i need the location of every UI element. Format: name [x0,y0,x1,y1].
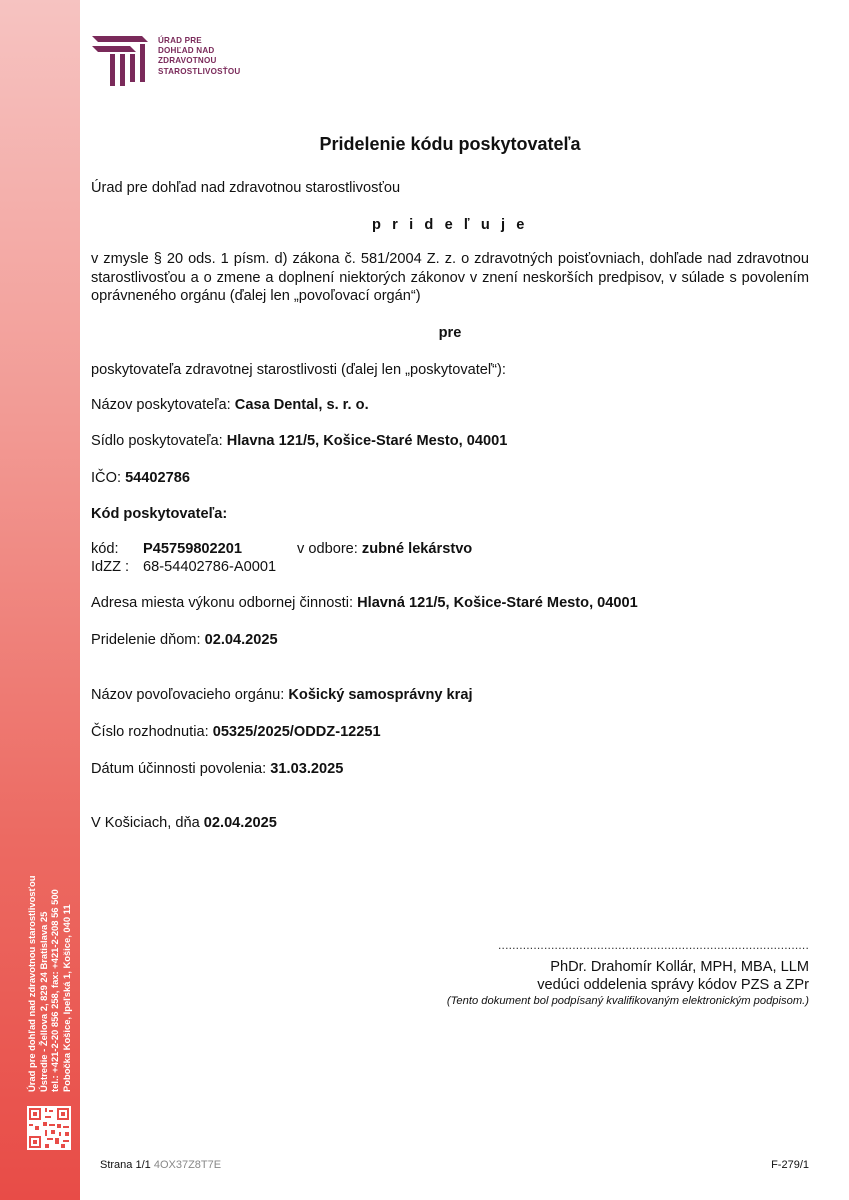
logo-line: STAROSTLIVOSŤOU [158,66,241,76]
signatory-name: PhDr. Drahomír Kollár, MPH, MBA, LLM [550,959,809,975]
document-code: 4OX37Z8T7E [153,1159,222,1171]
signature-line: ........................................................................................ [498,938,809,952]
provider-name-label: Názov poskytovateľa: [91,397,231,413]
assigned-date-label: Pridelenie dňom: [91,632,201,648]
authority-line: Úrad pre dohľad nad zdravotnou starostlivosťou [91,180,401,196]
qr-code-icon [27,1106,71,1150]
address-row [91,595,638,611]
place-date: 02.04.2025 [203,815,277,831]
idzz-label: IdZZ : [91,559,130,575]
signature-note: (Tento dokument bol podpísaný kvalifikovaným elektronickým podpisom.) [446,995,809,1007]
assigned-date-row [91,632,278,648]
place-label: V Košiciach, dňa [91,815,200,831]
address-value: Hlavná 121/5, Košice-Staré Mesto, 04001 [357,595,638,611]
field-value: zubné lekárstvo [361,541,473,557]
decision-number: 05325/2025/ODDZ-12251 [212,724,381,740]
assigned-date: 02.04.2025 [204,632,278,648]
logo-line: ZDRAVOTNOU [158,56,217,66]
code-label: kód: [91,541,119,557]
decision-label: Číslo rozhodnutia: [91,724,209,740]
page-number: Strana 1/1 [100,1159,151,1171]
ico-value: 54402786 [125,470,190,486]
field-row [297,541,472,557]
for-heading: pre [438,325,462,341]
signatory-role: vedúci oddelenia správy kódov PZS a ZPr [537,977,809,993]
decision-row [91,724,381,740]
office-phone-fax: tel.: +421-2-20 856 258, fax: +421-2-208 56 500 [49,889,61,1092]
field-label: v odbore: [297,541,358,557]
effective-label: Dátum účinnosti povolenia: [91,761,267,777]
authority-logo-icon [90,32,150,88]
office-branch-address: Pobočka Košice, Ipeľská 1, Košice, 040 11 [60,904,72,1092]
assigns-heading: p r i d e ľ u j e [371,217,529,233]
provider-name: Casa Dental, s. r. o. [234,397,369,413]
logo-line: DOHĽAD NAD [158,46,215,56]
place-date-row [91,815,277,831]
legal-paragraph: v zmysle § 20 ods. 1 písm. d) zákona č. 581/2004 Z. z. o zdravotných poisťovniach, dohľade nad zdravotnou starostlivosťou a o zmene a doplnení niektorých zákonov v znení neskorších predpisov, v súlade s povolením oprávneného orgánu (ďalej len „povoľovací orgán“) [91,251,809,305]
authority-name-label: Názov povoľovacieho orgánu: [91,687,285,703]
effective-row [91,761,343,777]
authority-name: Košický samosprávny kraj [288,687,473,703]
document-title: Pridelenie kódu poskytovateľa [319,134,581,154]
authority-name-row [91,687,473,703]
address-label: Adresa miesta výkonu odbornej činnosti: [91,595,354,611]
ico-label: IČO: [91,470,121,486]
ico-row [91,470,190,486]
provider-code: P45759802201 [143,541,243,557]
effective-date: 31.03.2025 [270,761,344,777]
code-heading: Kód poskytovateľa: [91,506,228,522]
office-contact-vertical [26,832,72,1092]
provider-seat: Hlavna 121/5, Košice-Staré Mesto, 04001 [226,433,508,449]
office-name: Úrad pre dohľad nad zdravotnou starostlivosťou [26,875,37,1092]
authority-logo-text [158,36,240,77]
provider-seat-row [91,433,507,449]
idzz-value: 68-54402786-A0001 [143,559,277,575]
office-hq-address: Ústredie - Žellova 2, 829 24 Bratislava 25 [37,911,49,1092]
page-footer-left [100,1159,221,1171]
provider-seat-label: Sídlo poskytovateľa: [91,433,223,449]
provider-name-row [91,397,369,413]
logo-line: ÚRAD PRE [158,36,202,45]
provider-intro: poskytovateľa zdravotnej starostlivosti (ďalej len „poskytovateľ“): [91,362,506,378]
form-id: F-279/1 [771,1159,809,1171]
